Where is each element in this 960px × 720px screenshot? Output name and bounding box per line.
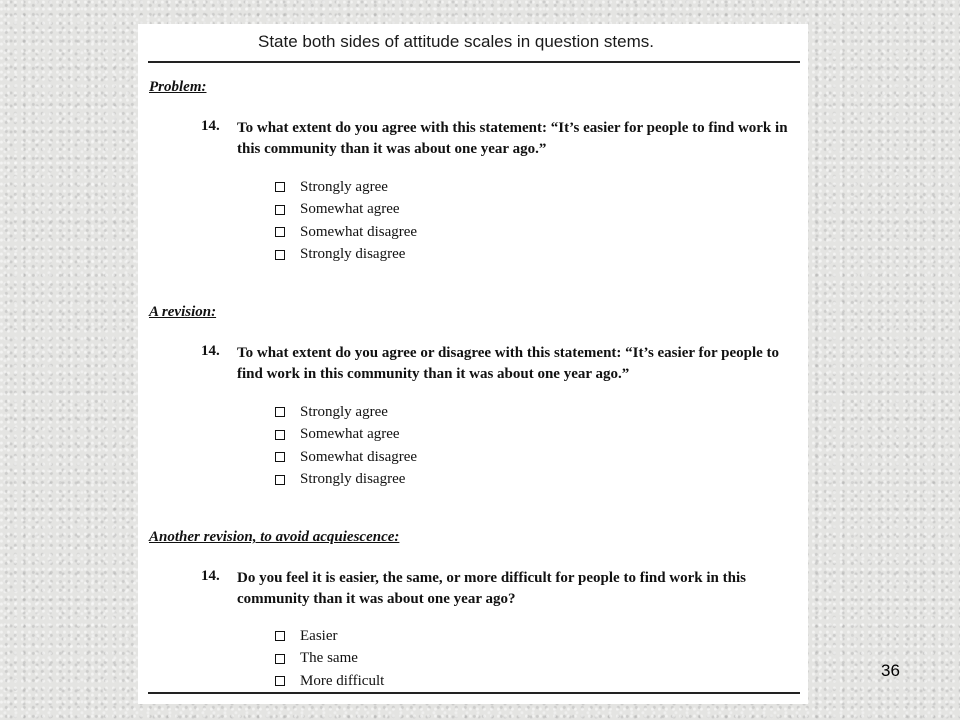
option-item — [275, 244, 417, 267]
slide-number: 36 — [881, 661, 900, 680]
checkbox-icon — [275, 430, 285, 440]
question-number: 14. — [201, 568, 220, 584]
option-item — [275, 446, 417, 469]
option-item — [275, 199, 417, 222]
option-item — [275, 670, 384, 693]
option-item — [275, 401, 417, 424]
checkbox-icon — [275, 676, 285, 686]
question-number: 14. — [201, 118, 220, 134]
checkbox-icon — [275, 205, 285, 215]
bottom-divider — [148, 692, 800, 694]
option-label: Somewhat agree — [300, 426, 400, 443]
question-text: To what extent do you agree or disagree with this statement: “It’s easier for people to find work in this community than it was about one year ago.” — [237, 345, 780, 382]
option-label: Strongly disagree — [300, 471, 406, 488]
section-heading-problem: Problem: — [149, 79, 207, 95]
checkbox-icon — [275, 250, 285, 260]
option-item — [275, 648, 384, 671]
option-item — [275, 221, 417, 244]
checkbox-icon — [275, 227, 285, 237]
checkbox-icon — [275, 631, 285, 641]
option-label: Strongly disagree — [300, 246, 406, 263]
checkbox-icon — [275, 182, 285, 192]
option-item — [275, 625, 384, 648]
top-divider — [148, 61, 800, 63]
option-item — [275, 424, 417, 447]
scanned-document — [138, 24, 808, 704]
section-heading-another-revision: Another revision, to avoid acquiescence: — [149, 529, 400, 545]
option-label: The same — [300, 650, 358, 667]
option-label: Easier — [300, 627, 338, 644]
answer-options — [275, 625, 384, 693]
question-text: To what extent do you agree with this statement: “It’s easier for people to find work in this community than it was about one year ago.” — [237, 120, 788, 157]
option-label: Somewhat disagree — [300, 223, 418, 240]
checkbox-icon — [275, 452, 285, 462]
option-label: Strongly agree — [300, 403, 388, 420]
option-label: Somewhat disagree — [300, 448, 418, 465]
option-item — [275, 469, 417, 492]
document-title: State both sides of attitude scales in question stems. — [258, 32, 654, 51]
checkbox-icon — [275, 475, 285, 485]
option-label: More difficult — [300, 672, 385, 689]
option-item — [275, 176, 417, 199]
section-heading-revision: A revision: — [149, 304, 217, 320]
answer-options — [275, 401, 417, 491]
question-text: Do you feel it is easier, the same, or more difficult for people to find work in this community than it was about one year ago? — [237, 570, 746, 607]
option-label: Somewhat agree — [300, 201, 400, 218]
checkbox-icon — [275, 654, 285, 664]
question-number: 14. — [201, 343, 220, 359]
option-label: Strongly agree — [300, 178, 388, 195]
checkbox-icon — [275, 407, 285, 417]
answer-options — [275, 176, 417, 266]
